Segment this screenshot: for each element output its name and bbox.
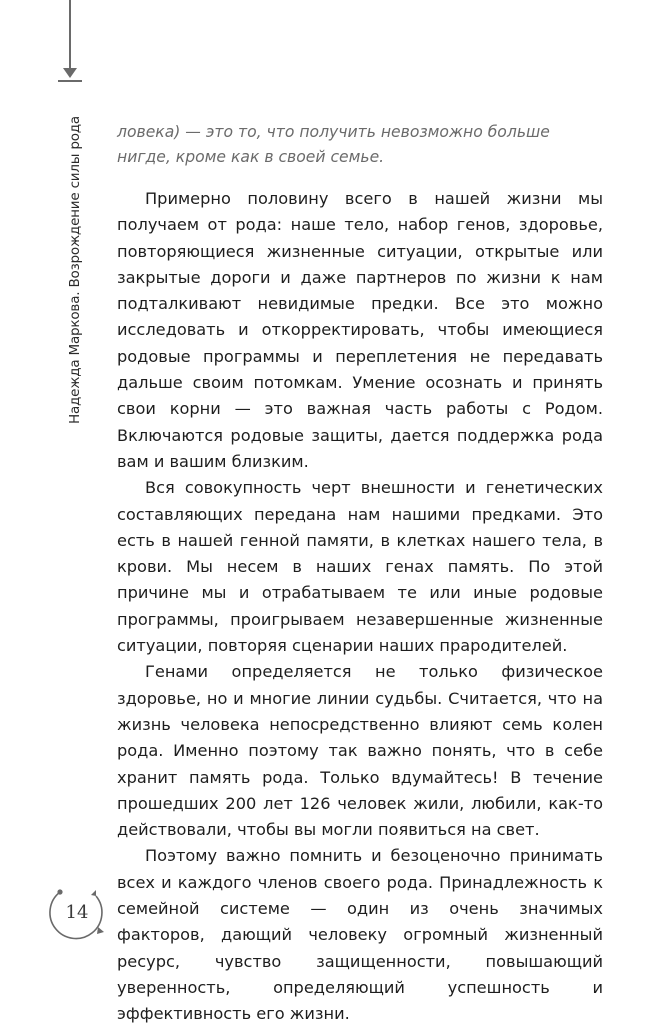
margin-marker-line	[69, 0, 71, 75]
arrow-down-icon	[63, 68, 77, 78]
paragraph: Примерно половину всего в нашей жизни мы получаем от рода: наше тело, набор генов, здоровье, повторяющиеся жизненные ситуации, открытые или закрытые дороги и даже партнеров по жизни к нам подталкивают невидимые предки. Все это можно исследовать и откорректировать, чтобы имеющиеся родовые программы и переплетения не передавать дальше своим потомкам. Умение осознать и принять свои корни — это важная часть работы с Родом. Включаются родовые защиты, дается поддержка рода вам и вашим близким.	[117, 189, 603, 471]
paragraph: Поэтому важно помнить и безоценочно принимать всех и каждого членов своего рода. Принадлежность к семейной системе — один из очень значимых факторов, дающий человеку огромный жизненный ресурс, чувство защищенности, повышающий уверенность, определяющий успешность и эффективность его жизни.	[117, 846, 603, 1024]
margin-marker-bar	[58, 80, 82, 82]
page-number-badge	[46, 882, 108, 944]
paragraph: Генами определяется не только физическое здоровье, но и многие линии судьбы. Считается, что на жизнь человека непосредственно влияют семь колен рода. Именно поэтому так важно понять, что в себе хранит память рода. Только вдумайтесь! В течение прошедших 200 лет 126 человек жили, любили, как-то действовали, чтобы вы могли появиться на свет.	[117, 662, 603, 840]
paragraph: Вся совокупность черт внешности и генетических составляющих передана нам нашими предками. Это есть в нашей генной памяти, в клетках нашего тела, в крови. Мы несем в наших генах память. По этой причине мы и отрабатываем те или иные родовые программы, проигрываем незавершенные жизненные ситуации, повторяя сценарии наших прародителей.	[117, 478, 603, 656]
running-head-text: Надежда Маркова. Возрождение силы рода	[67, 116, 83, 424]
page-number: 14	[65, 902, 89, 923]
body-text	[117, 186, 603, 1028]
epigraph: ловека) — это то, что получить невозможно больше нигде, кроме как в своей семье.	[117, 123, 550, 166]
